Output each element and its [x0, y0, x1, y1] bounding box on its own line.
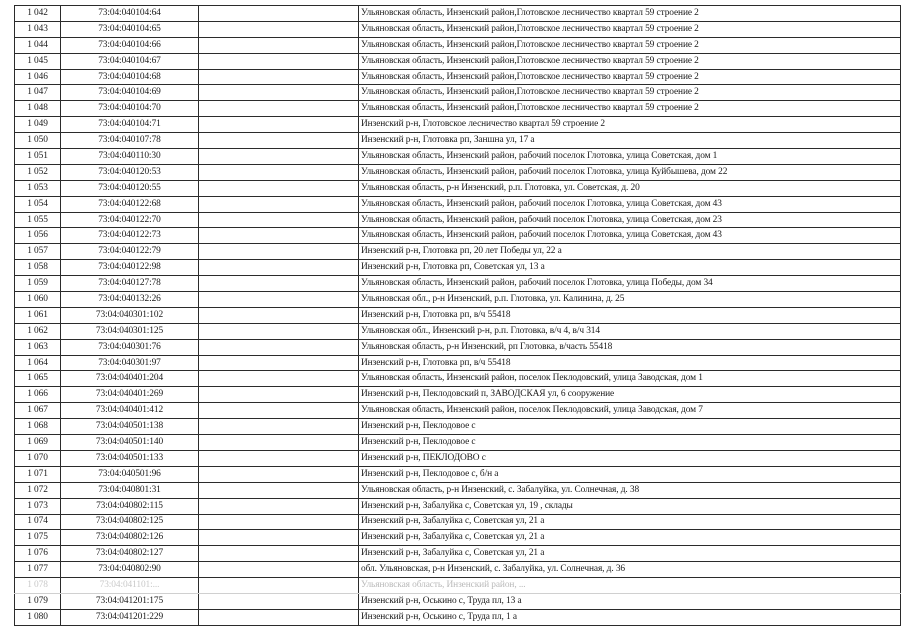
row-number-cell: 1 060: [15, 292, 61, 308]
empty-cell: [199, 403, 359, 419]
cadastral-number-cell: 73:04:040501:133: [61, 450, 199, 466]
table-row: [15, 307, 901, 323]
table-row: [15, 180, 901, 196]
empty-cell: [199, 37, 359, 53]
table-row: [15, 419, 901, 435]
empty-cell: [199, 339, 359, 355]
empty-cell: [199, 578, 359, 594]
row-number-cell: 1 068: [15, 419, 61, 435]
empty-cell: [199, 355, 359, 371]
row-number-cell: 1 052: [15, 164, 61, 180]
cadastral-number-cell: 73:04:040802:115: [61, 498, 199, 514]
table-row: [15, 21, 901, 37]
cadastral-number-cell: 73:04:040122:68: [61, 196, 199, 212]
row-number-cell: 1 077: [15, 562, 61, 578]
cadastral-number-cell: 73:04:040301:76: [61, 339, 199, 355]
row-number-cell: 1 047: [15, 85, 61, 101]
empty-cell: [199, 101, 359, 117]
table-row: [15, 133, 901, 149]
empty-cell: [199, 244, 359, 260]
empty-cell: [199, 593, 359, 609]
table-row: [15, 450, 901, 466]
cadastral-number-cell: 73:04:040501:138: [61, 419, 199, 435]
cadastral-number-cell: 73:04:040120:53: [61, 164, 199, 180]
address-cell: Инзенский р-н, Глотовское лесничество квартал 59 строение 2: [359, 117, 901, 133]
empty-cell: [199, 530, 359, 546]
cadastral-number-cell: 73:04:040104:64: [61, 6, 199, 22]
cadastral-number-cell: 73:04:040501:96: [61, 466, 199, 482]
table-row: [15, 578, 901, 594]
row-number-cell: 1 048: [15, 101, 61, 117]
cadastral-number-cell: 73:04:040802:126: [61, 530, 199, 546]
address-cell: обл. Ульяновская, р-н Инзенский, с. Забалуйка, ул. Солнечная, д. 36: [359, 562, 901, 578]
address-cell: Ульяновская область, Инзенский район,Глотовское лесничество квартал 59 строение 2: [359, 21, 901, 37]
address-cell: Инзенский р-н, Глотовка рп, Советская ул, 13 а: [359, 260, 901, 276]
empty-cell: [199, 387, 359, 403]
table-row: [15, 244, 901, 260]
cadastral-number-cell: 73:04:040301:102: [61, 307, 199, 323]
empty-cell: [199, 212, 359, 228]
row-number-cell: 1 069: [15, 435, 61, 451]
cadastral-number-cell: 73:04:040801:31: [61, 482, 199, 498]
row-number-cell: 1 055: [15, 212, 61, 228]
address-cell: Ульяновская область, Инзенский район, ...: [359, 578, 901, 594]
row-number-cell: 1 079: [15, 593, 61, 609]
cadastral-number-cell: 73:04:040301:125: [61, 323, 199, 339]
row-number-cell: 1 053: [15, 180, 61, 196]
empty-cell: [199, 180, 359, 196]
table-row: [15, 101, 901, 117]
cadastral-number-cell: 73:04:040802:90: [61, 562, 199, 578]
address-cell: Ульяновская область, Инзенский район,Глотовское лесничество квартал 59 строение 2: [359, 85, 901, 101]
empty-cell: [199, 21, 359, 37]
cadastral-number-cell: 73:04:040802:127: [61, 546, 199, 562]
row-number-cell: 1 059: [15, 276, 61, 292]
table-row: [15, 37, 901, 53]
address-cell: Ульяновская область, Инзенский район, поселок Пеклодовский, улица Заводская, дом 1: [359, 371, 901, 387]
address-cell: Инзенский р-н, ПЕКЛОДОВО с: [359, 450, 901, 466]
row-number-cell: 1 056: [15, 228, 61, 244]
table-row: [15, 435, 901, 451]
empty-cell: [199, 6, 359, 22]
empty-cell: [199, 292, 359, 308]
address-cell: Ульяновская область, Инзенский район, поселок Пеклодовский, улица Заводская, дом 7: [359, 403, 901, 419]
empty-cell: [199, 514, 359, 530]
table-row: [15, 355, 901, 371]
empty-cell: [199, 419, 359, 435]
table-row: [15, 276, 901, 292]
row-number-cell: 1 070: [15, 450, 61, 466]
empty-cell: [199, 609, 359, 625]
cadastral-number-cell: 73:04:040132:26: [61, 292, 199, 308]
address-cell: Ульяновская область, Инзенский район, рабочий поселок Глотовка, улица Советская, дом 43: [359, 196, 901, 212]
empty-cell: [199, 69, 359, 85]
empty-cell: [199, 498, 359, 514]
table-row: [15, 260, 901, 276]
address-cell: Ульяновская область, Инзенский район,Глотовское лесничество квартал 59 строение 2: [359, 37, 901, 53]
table-row: [15, 117, 901, 133]
row-number-cell: 1 051: [15, 149, 61, 165]
table-row: [15, 593, 901, 609]
table-row: [15, 339, 901, 355]
cadastral-number-cell: 73:04:041201:229: [61, 609, 199, 625]
address-cell: Ульяновская область, Инзенский район, рабочий поселок Глотовка, улица Куйбышева, дом 22: [359, 164, 901, 180]
empty-cell: [199, 562, 359, 578]
cadastral-number-cell: 73:04:040104:65: [61, 21, 199, 37]
address-cell: Инзенский р-н, Забалуйка с, Советская ул, 21 а: [359, 514, 901, 530]
row-number-cell: 1 043: [15, 21, 61, 37]
row-number-cell: 1 071: [15, 466, 61, 482]
cadastral-number-cell: 73:04:041101:...: [61, 578, 199, 594]
table-row: [15, 609, 901, 625]
cadastral-number-cell: 73:04:040110:30: [61, 149, 199, 165]
address-cell: Ульяновская область, р-н Инзенский, с. Забалуйка, ул. Солнечная, д. 38: [359, 482, 901, 498]
row-number-cell: 1 049: [15, 117, 61, 133]
row-number-cell: 1 075: [15, 530, 61, 546]
address-cell: Ульяновская область, Инзенский район,Глотовское лесничество квартал 59 строение 2: [359, 53, 901, 69]
cadastral-number-cell: 73:04:040104:71: [61, 117, 199, 133]
row-number-cell: 1 078: [15, 578, 61, 594]
row-number-cell: 1 046: [15, 69, 61, 85]
empty-cell: [199, 260, 359, 276]
row-number-cell: 1 065: [15, 371, 61, 387]
cadastral-number-cell: 73:04:040120:55: [61, 180, 199, 196]
row-number-cell: 1 067: [15, 403, 61, 419]
empty-cell: [199, 85, 359, 101]
row-number-cell: 1 063: [15, 339, 61, 355]
table-row: [15, 196, 901, 212]
table-row: [15, 164, 901, 180]
table-row: [15, 403, 901, 419]
cadastral-number-cell: 73:04:040104:67: [61, 53, 199, 69]
table-row: [15, 514, 901, 530]
empty-cell: [199, 133, 359, 149]
row-number-cell: 1 064: [15, 355, 61, 371]
empty-cell: [199, 149, 359, 165]
empty-cell: [199, 450, 359, 466]
empty-cell: [199, 323, 359, 339]
address-cell: Инзенский р-н, Забалуйка с, Советская ул, 21 а: [359, 546, 901, 562]
row-number-cell: 1 066: [15, 387, 61, 403]
cadastral-number-cell: 73:04:040301:97: [61, 355, 199, 371]
row-number-cell: 1 042: [15, 6, 61, 22]
register-table: [14, 5, 901, 626]
address-cell: Инзенский р-н, Глотовка рп, 20 лет Победы ул, 22 а: [359, 244, 901, 260]
cadastral-number-cell: 73:04:040122:98: [61, 260, 199, 276]
address-cell: Ульяновская область, Инзенский район,Глотовское лесничество квартал 59 строение 2: [359, 6, 901, 22]
row-number-cell: 1 076: [15, 546, 61, 562]
row-number-cell: 1 073: [15, 498, 61, 514]
cadastral-number-cell: 73:04:040122:73: [61, 228, 199, 244]
cadastral-number-cell: 73:04:040401:412: [61, 403, 199, 419]
cadastral-number-cell: 73:04:040107:78: [61, 133, 199, 149]
address-cell: Ульяновская область, р-н Инзенский, р.п. Глотовка, ул. Советская, д. 20: [359, 180, 901, 196]
empty-cell: [199, 466, 359, 482]
address-cell: Инзенский р-н, Пеклодовое с: [359, 419, 901, 435]
address-cell: Инзенский р-н, Глотовка рп, Заншна ул, 17 а: [359, 133, 901, 149]
cadastral-number-cell: 73:04:040104:70: [61, 101, 199, 117]
cadastral-number-cell: 73:04:040104:68: [61, 69, 199, 85]
table-row: [15, 53, 901, 69]
address-cell: Ульяновская область, Инзенский район,Глотовское лесничество квартал 59 строение 2: [359, 69, 901, 85]
cadastral-number-cell: 73:04:041201:175: [61, 593, 199, 609]
address-cell: Ульяновская область, Инзенский район, рабочий поселок Глотовка, улица Советская, дом 43: [359, 228, 901, 244]
table-row: [15, 562, 901, 578]
row-number-cell: 1 054: [15, 196, 61, 212]
address-cell: Инзенский р-н, Забалуйка с, Советская ул, 21 а: [359, 530, 901, 546]
table-row: [15, 466, 901, 482]
table-row: [15, 530, 901, 546]
address-cell: Ульяновская область, Инзенский район,Глотовское лесничество квартал 59 строение 2: [359, 101, 901, 117]
register-table-body: [15, 6, 901, 626]
table-row: [15, 546, 901, 562]
row-number-cell: 1 074: [15, 514, 61, 530]
table-row: [15, 292, 901, 308]
address-cell: Инзенский р-н, Оськино с, Труда пл, 1 а: [359, 609, 901, 625]
row-number-cell: 1 050: [15, 133, 61, 149]
table-row: [15, 69, 901, 85]
address-cell: Инзенский р-н, Оськино с, Труда пл, 13 а: [359, 593, 901, 609]
cadastral-number-cell: 73:04:040401:269: [61, 387, 199, 403]
address-cell: Инзенский р-н, Глотовка рп, в/ч 55418: [359, 307, 901, 323]
table-row: [15, 85, 901, 101]
address-cell: Инзенский р-н, Пеклодовский п, ЗАВОДСКАЯ ул, 6 сооружение: [359, 387, 901, 403]
table-row: [15, 149, 901, 165]
table-row: [15, 498, 901, 514]
row-number-cell: 1 072: [15, 482, 61, 498]
cadastral-number-cell: 73:04:040104:69: [61, 85, 199, 101]
cadastral-number-cell: 73:04:040127:78: [61, 276, 199, 292]
table-row: [15, 482, 901, 498]
table-row: [15, 228, 901, 244]
table-row: [15, 371, 901, 387]
empty-cell: [199, 117, 359, 133]
address-cell: Ульяновская область, Инзенский район, рабочий поселок Глотовка, улица Советская, дом 1: [359, 149, 901, 165]
cadastral-number-cell: 73:04:040501:140: [61, 435, 199, 451]
table-row: [15, 323, 901, 339]
cadastral-number-cell: 73:04:040401:204: [61, 371, 199, 387]
empty-cell: [199, 53, 359, 69]
row-number-cell: 1 044: [15, 37, 61, 53]
row-number-cell: 1 058: [15, 260, 61, 276]
row-number-cell: 1 057: [15, 244, 61, 260]
empty-cell: [199, 276, 359, 292]
address-cell: Ульяновская область, Инзенский район, рабочий поселок Глотовка, улица Советская, дом 23: [359, 212, 901, 228]
empty-cell: [199, 435, 359, 451]
empty-cell: [199, 546, 359, 562]
address-cell: Ульяновская обл., Инзенский р-н, р.п. Глотовка, в/ч 4, в/ч 314: [359, 323, 901, 339]
address-cell: Инзенский р-н, Глотовка рп, в/ч 55418: [359, 355, 901, 371]
row-number-cell: 1 080: [15, 609, 61, 625]
cadastral-number-cell: 73:04:040104:66: [61, 37, 199, 53]
address-cell: Ульяновская обл., р-н Инзенский, р.п. Глотовка, ул. Калинина, д. 25: [359, 292, 901, 308]
table-row: [15, 6, 901, 22]
empty-cell: [199, 307, 359, 323]
table-row: [15, 212, 901, 228]
empty-cell: [199, 371, 359, 387]
cadastral-number-cell: 73:04:040122:79: [61, 244, 199, 260]
cadastral-number-cell: 73:04:040122:70: [61, 212, 199, 228]
empty-cell: [199, 482, 359, 498]
table-row: [15, 387, 901, 403]
address-cell: Ульяновская область, Инзенский район, рабочий поселок Глотовка, улица Победы, дом 34: [359, 276, 901, 292]
empty-cell: [199, 196, 359, 212]
address-cell: Инзенский р-н, Пеклодовое с: [359, 435, 901, 451]
address-cell: Ульяновская область, р-н Инзенский, рп Глотовка, в/часть 55418: [359, 339, 901, 355]
empty-cell: [199, 228, 359, 244]
address-cell: Инзенский р-н, Пеклодовое с, б/н а: [359, 466, 901, 482]
address-cell: Инзенский р-н, Забалуйка с, Советская ул, 19 , склады: [359, 498, 901, 514]
cadastral-number-cell: 73:04:040802:125: [61, 514, 199, 530]
row-number-cell: 1 045: [15, 53, 61, 69]
row-number-cell: 1 062: [15, 323, 61, 339]
row-number-cell: 1 061: [15, 307, 61, 323]
empty-cell: [199, 164, 359, 180]
